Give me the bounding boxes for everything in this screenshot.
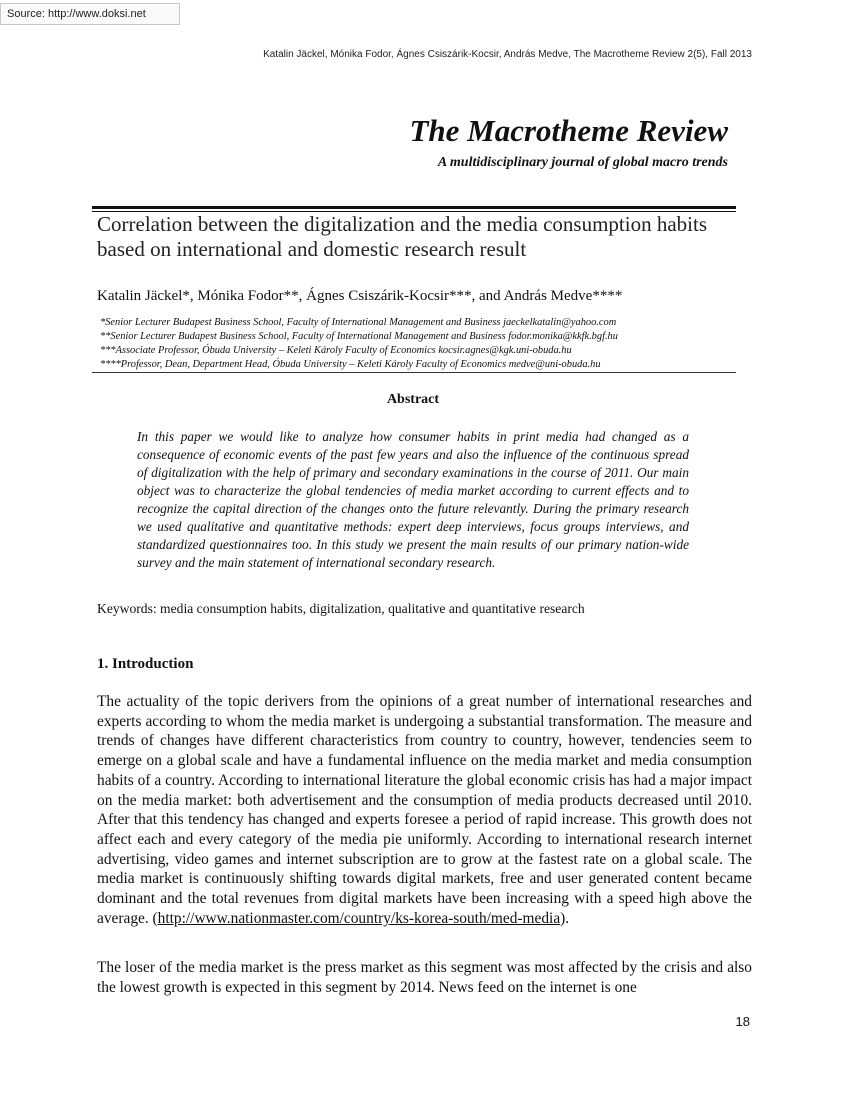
introduction-paragraph-1 (97, 692, 752, 928)
affiliation-line: *Senior Lecturer Budapest Business School, Faculty of International Management and Business jaeckelkatalin@yahoo.com (100, 317, 617, 328)
paragraph-text-end: ). (560, 909, 570, 927)
affiliations (100, 316, 740, 372)
author-list: Katalin Jäckel*, Mónika Fodor**, Ágnes Csiszárik-Kocsir***, and András Medve**** (97, 288, 623, 304)
paragraph-text: The actuality of the topic derivers from the opinions of a great number of international researches and experts according to whom the media market is undergoing a substantial transformation. The measure and trends of changes have different characteristics from country to country, however, tendencies seem to emerge on a global scale and have a fundamental influence on the media market and media consumption habits of a country. According to international literature the global economic crisis has had a major impact on the media market: both advertisement and the consumption of media products decreased until 2010. After that this tendency has changed and experts foresee a period of rapid increase. This growth does not affect each and every category of the media pie uniformly. According to international research internet advertising, video games and internet subscription are to grow at the fastest rate on a global scale. The media market is continuously shifting towards digital markets, free and user generated content became dominant and the total revenues from digital markets have been increasing with a speed high above the average. ( (97, 693, 752, 927)
affiliation-line: ****Professor, Dean, Department Head, Óbuda University – Keleti Károly Faculty of Economics medve@uni-obuda.hu (100, 359, 601, 370)
section-heading: 1. Introduction (97, 656, 194, 672)
journal-title: The Macrotheme Review (409, 113, 728, 148)
page-number: 18 (735, 1014, 750, 1029)
introduction-paragraph-2: The loser of the media market is the press market as this segment was most affected by the crisis and also the lowest growth is expected in this segment by 2014. News feed on the internet is one (97, 959, 752, 996)
reference-link[interactable]: http://www.nationmaster.com/country/ks-korea-south/med-media (157, 909, 561, 927)
paper-title: Correlation between the digitalization and the media consumption habits based on international and domestic research result (97, 212, 708, 261)
journal-subtitle: A multidisciplinary journal of global macro trends (437, 155, 728, 170)
source-label: Source: http://www.doksi.net (0, 3, 180, 25)
affiliation-line: **Senior Lecturer Budapest Business School, Faculty of International Management and Business fodor.monika@kkfk.bgf.hu (100, 331, 618, 342)
keywords: Keywords: media consumption habits, digitalization, qualitative and quantitative research (97, 601, 585, 616)
abstract-heading: Abstract (386, 392, 440, 407)
affiliation-line: ***Associate Professor, Óbuda University – Keleti Károly Faculty of Economics kocsir.agnes@kgk.uni-obuda.hu (100, 345, 572, 356)
affiliation-rule (92, 372, 736, 373)
running-head: Katalin Jäckel, Mónika Fodor, Ágnes Csiszárik-Kocsir, András Medve, The Macrotheme Review 2(5), Fall 2013 (263, 49, 752, 60)
abstract-text: In this paper we would like to analyze how consumer habits in print media had changed as a consequence of economic events of the past few years and also the influence of the continuous spread of digitalization with the help of primary and secondary examinations in the course of 2011. Our main object was to characterize the global tendencies of media market according to current effects and to recognize the capital direction of the changes onto the future relevantly. During the primary research we used qualitative and quantitative methods: expert deep interviews, focus groups interviews, and standardized questionnaires too. In this study we present the main results of our primary nation-wide survey and the main statement of international secondary research. (137, 429, 689, 570)
title-rule-thick (92, 206, 736, 209)
